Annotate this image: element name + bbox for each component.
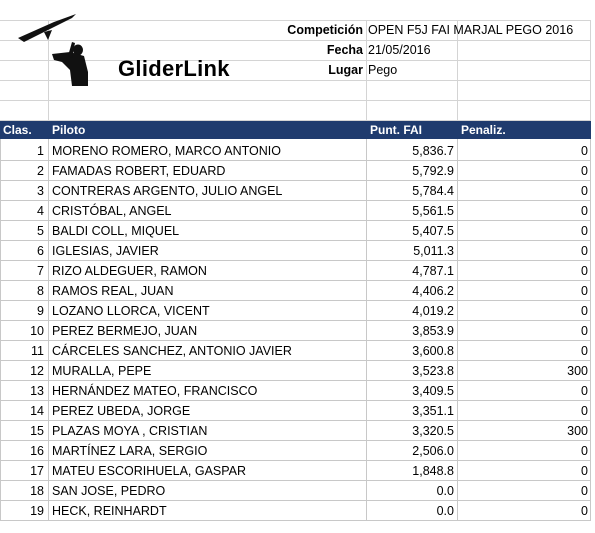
- cell-position[interactable]: 5: [37, 224, 44, 238]
- cell-penalty[interactable]: 0: [581, 244, 588, 258]
- cell-position[interactable]: 18: [30, 484, 44, 498]
- cell-points[interactable]: 3,409.5: [412, 384, 454, 398]
- cell-penalty[interactable]: 0: [581, 224, 588, 238]
- cell-pilot-name[interactable]: MARTÍNEZ LARA, SERGIO: [52, 444, 208, 458]
- table-row[interactable]: [0, 461, 591, 481]
- info-label-location: Lugar: [328, 63, 363, 77]
- cell-position[interactable]: 9: [37, 304, 44, 318]
- grid-line: [457, 139, 458, 521]
- cell-position[interactable]: 2: [37, 164, 44, 178]
- cell-points[interactable]: 5,407.5: [412, 224, 454, 238]
- cell-position[interactable]: 17: [30, 464, 44, 478]
- cell-pilot-name[interactable]: MURALLA, PEPE: [52, 364, 152, 378]
- table-row[interactable]: [0, 281, 591, 301]
- cell-pilot-name[interactable]: FAMADAS ROBERT, EDUARD: [52, 164, 226, 178]
- cell-penalty[interactable]: 0: [581, 504, 588, 518]
- table-row[interactable]: [0, 241, 591, 261]
- grid-line: [48, 139, 49, 521]
- table-row[interactable]: [0, 501, 591, 521]
- brand-name: GliderLink: [118, 56, 230, 81]
- cell-penalty[interactable]: 0: [581, 344, 588, 358]
- glider-pilot-logo-icon: [14, 12, 94, 88]
- info-value-location[interactable]: Pego: [368, 63, 398, 77]
- cell-pilot-name[interactable]: MORENO ROMERO, MARCO ANTONIO: [52, 144, 281, 158]
- cell-points[interactable]: 4,019.2: [412, 304, 454, 318]
- table-row[interactable]: [0, 361, 591, 381]
- cell-penalty[interactable]: 0: [581, 304, 588, 318]
- cell-position[interactable]: 8: [37, 284, 44, 298]
- cell-penalty[interactable]: 0: [581, 184, 588, 198]
- grid-line: [0, 100, 591, 101]
- table-row[interactable]: [0, 141, 591, 161]
- cell-position[interactable]: 10: [30, 324, 44, 338]
- cell-penalty[interactable]: 0: [581, 164, 588, 178]
- table-row[interactable]: [0, 261, 591, 281]
- cell-penalty[interactable]: 0: [581, 264, 588, 278]
- cell-pilot-name[interactable]: RIZO ALDEGUER, RAMON: [52, 264, 207, 278]
- grid-line: [0, 520, 591, 521]
- table-row[interactable]: [0, 321, 591, 341]
- cell-penalty[interactable]: 0: [581, 484, 588, 498]
- cell-penalty[interactable]: 300: [567, 364, 588, 378]
- cell-pilot-name[interactable]: BALDI COLL, MIQUEL: [52, 224, 180, 238]
- info-value-date[interactable]: 21/05/2016: [368, 43, 431, 57]
- table-row[interactable]: [0, 181, 591, 201]
- cell-pilot-name[interactable]: CÁRCELES SANCHEZ, ANTONIO JAVIER: [52, 344, 292, 358]
- cell-points[interactable]: 5,792.9: [412, 164, 454, 178]
- cell-points[interactable]: 5,784.4: [412, 184, 454, 198]
- cell-penalty[interactable]: 0: [581, 444, 588, 458]
- cell-points[interactable]: 3,523.8: [412, 364, 454, 378]
- grid-line: [366, 20, 367, 120]
- cell-points[interactable]: 2,506.0: [412, 444, 454, 458]
- cell-points[interactable]: 5,561.5: [412, 204, 454, 218]
- cell-penalty[interactable]: 0: [581, 404, 588, 418]
- cell-points[interactable]: 4,787.1: [412, 264, 454, 278]
- info-label-date: Fecha: [326, 43, 363, 57]
- table-row[interactable]: [0, 341, 591, 361]
- cell-position[interactable]: 4: [37, 204, 44, 218]
- cell-points[interactable]: 3,320.5: [412, 424, 454, 438]
- table-row[interactable]: [0, 401, 591, 421]
- grid-line: [0, 139, 1, 521]
- cell-position[interactable]: 1: [37, 144, 44, 158]
- cell-position[interactable]: 14: [30, 404, 44, 418]
- cell-pilot-name[interactable]: CONTRERAS ARGENTO, JULIO ANGEL: [52, 184, 283, 198]
- cell-position[interactable]: 16: [30, 444, 44, 458]
- table-row[interactable]: [0, 221, 591, 241]
- cell-pilot-name[interactable]: MATEU ESCORIHUELA, GASPAR: [52, 464, 247, 478]
- cell-pilot-name[interactable]: PLAZAS MOYA , CRISTIAN: [52, 424, 208, 438]
- column-header-points[interactable]: Punt. FAI: [370, 123, 422, 137]
- cell-penalty[interactable]: 0: [581, 204, 588, 218]
- cell-points[interactable]: 3,600.8: [412, 344, 454, 358]
- cell-pilot-name[interactable]: PEREZ UBEDA, JORGE: [52, 404, 191, 418]
- info-value-competition[interactable]: OPEN F5J FAI MARJAL PEGO 2016: [368, 23, 574, 37]
- cell-pilot-name[interactable]: RAMOS REAL, JUAN: [52, 284, 174, 298]
- cell-pilot-name[interactable]: SAN JOSE, PEDRO: [52, 484, 166, 498]
- cell-points[interactable]: 0.0: [436, 504, 454, 518]
- cell-penalty[interactable]: 0: [581, 284, 588, 298]
- cell-points[interactable]: 5,836.7: [412, 144, 454, 158]
- cell-position[interactable]: 19: [30, 504, 44, 518]
- cell-pilot-name[interactable]: HERNÁNDEZ MATEO, FRANCISCO: [52, 384, 258, 398]
- cell-penalty[interactable]: 0: [581, 464, 588, 478]
- cell-pilot-name[interactable]: HECK, REINHARDT: [52, 504, 167, 518]
- cell-points[interactable]: 3,351.1: [412, 404, 454, 418]
- table-row[interactable]: [0, 301, 591, 321]
- column-header-position[interactable]: Clas.: [3, 123, 32, 137]
- cell-position[interactable]: 12: [30, 364, 44, 378]
- cell-points[interactable]: 0.0: [436, 484, 454, 498]
- grid-line: [590, 139, 591, 521]
- cell-points[interactable]: 3,853.9: [412, 324, 454, 338]
- cell-penalty[interactable]: 0: [581, 144, 588, 158]
- table-row[interactable]: [0, 161, 591, 181]
- table-row[interactable]: [0, 201, 591, 221]
- cell-points[interactable]: 1,848.8: [412, 464, 454, 478]
- cell-pilot-name[interactable]: IGLESIAS, JAVIER: [52, 244, 159, 258]
- cell-points[interactable]: 4,406.2: [412, 284, 454, 298]
- cell-penalty[interactable]: 0: [581, 384, 588, 398]
- cell-position[interactable]: 3: [37, 184, 44, 198]
- info-label-competition: Competición: [287, 23, 363, 37]
- table-row[interactable]: [0, 481, 591, 501]
- cell-penalty[interactable]: 300: [567, 424, 588, 438]
- cell-penalty[interactable]: 0: [581, 324, 588, 338]
- cell-position[interactable]: 6: [37, 244, 44, 258]
- cell-pilot-name[interactable]: LOZANO LLORCA, VICENT: [52, 304, 210, 318]
- table-row[interactable]: [0, 441, 591, 461]
- grid-line: [590, 20, 591, 120]
- column-header-pilot[interactable]: Piloto: [52, 123, 86, 137]
- cell-points[interactable]: 5,011.3: [413, 244, 454, 258]
- cell-position[interactable]: 11: [31, 344, 44, 358]
- cell-position[interactable]: 7: [37, 264, 44, 278]
- cell-pilot-name[interactable]: PEREZ BERMEJO, JUAN: [52, 324, 198, 338]
- column-header-penalty[interactable]: Penaliz.: [461, 123, 506, 137]
- cell-position[interactable]: 15: [30, 424, 44, 438]
- grid-line: [366, 139, 367, 521]
- cell-position[interactable]: 13: [30, 384, 44, 398]
- cell-pilot-name[interactable]: CRISTÓBAL, ANGEL: [52, 204, 172, 218]
- table-row[interactable]: [0, 421, 591, 441]
- table-row[interactable]: [0, 381, 591, 401]
